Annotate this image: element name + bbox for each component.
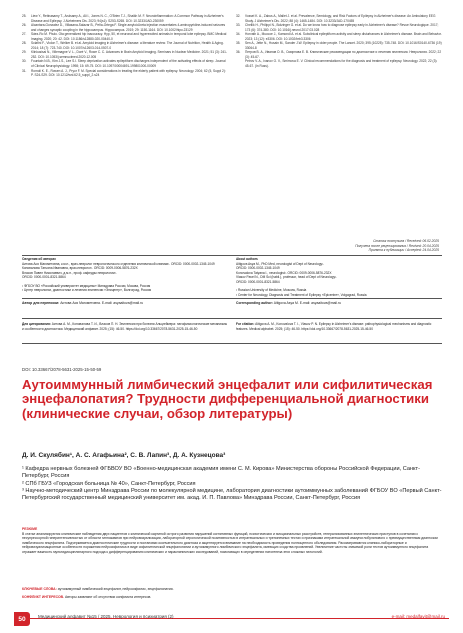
reference-text: Петров В. А., Иванов О. В., Смирнова Е. В. Клинические рекомендации по диагностике и лечению эпилепсии. Неврология. 2022; 22 (3): 45-67. [245,50,442,59]
page-footer [0,612,463,626]
reference-text: Klinkusisai N., Villemagne V. L., Doré V., Rowe C. C. Advances in Brain Amyloid Imaging. Seminars in Nuclear Medicine. 2021; 51 (3): 241-252. DOI: 10.1053/j.semnuclmed.2020.12.005 [31,50,228,59]
author-info-line: ORCID: 0000-0002-1345-1049 [236,266,280,270]
citation-label: For citation: [236,322,255,326]
correspondence-text: Аитова Ася Магометовна. E-mail: asyaaitova@mail.ru [60,301,144,305]
references-section [22,14,442,78]
author-info-line: Vlasov Pavel N., DM Sci (habil.), professor, head of Dept of Neurology¹. [236,275,337,279]
article-title: Аутоиммунный лимбический энцефалит или сифилитическая энцефалопатия? Трудности дифференциальной диагностики (клинические случаи, обзор литературы) [22,377,433,421]
author-affiliation-line: ¹ Russian University of Medicine, Moscow, Russia [236,288,307,292]
reference-text: Romoli K. E., Rowen A. J., Pryor F. M. Special considerations in treating the elderly patient with epilepsy. Neurology. 2004; 62 (5, Suppl 2): P. S24-S29. DOI: 10.1212/wnl.62.5_suppl_2.s24 [31,68,226,78]
divider [22,343,442,344]
correspondence-label: Автор для переписки: [22,301,60,305]
correspondence-label: Corresponding author: [236,301,273,305]
author-affiliation-line: ² Center for Neurology, Diagnosis and Treatment of Epilepsy «Epicentre», Volgograd, Russia [236,292,367,297]
reference-text: Vossel K. A., Zabus A., Mallet J. et al. Prevalence, Semiology, and Risk Factors of Epilepsy in Alzheimer's disease: An Ambulatory EEG Study. J Alzheimer's Dis. 2022; 88 (4): 1465-1484. DOI: 10.3233/JAD-170455 [245,14,436,23]
affiliation-item: ³ Научно-методический центр Минздрава России по молекулярной медицине, лаборатория диагностики аутоиммунных заболеваний ФГБОУ ВО «Первый Санкт-Петербургский государственный медицинский университет им. акад. И. П. Павлова» Минздрава России, Санкт-Петербург, Россия [22,487,442,502]
author-info-line: Власов Павел Николаевич, д.м.н., проф. кафедры неврологии¹. [22,270,117,275]
citation [22,322,442,331]
reference-item [22,59,228,68]
reference-number: 33. [236,23,241,28]
author-info-heading: About authors [236,257,258,261]
reference-item [22,69,228,78]
reference-item [236,50,442,59]
correspondence-text: Aitigova Asya M. E-mail: asyaaitova@mail.ru [273,301,342,305]
reference-text: Sáez-Ro M. Phulo. Ota generalized hip inaccuracy. Hyp, 50, et neuronal and hyperexcited animals in temporal lobe epilepsy. BMC Medical Imaging. 2020; 20: 42. DOI: 10.1186/s12880-020-00440-0 [31,32,227,41]
reference-text: Chellik H., Philippi N., Bolzinger G. et al. Do we know how to diagnose epilepsy early in Alzheimer's disease? Revue Neurologique. 2017; 173 (6): 374-380. DOI: 10.1016/j.neurol.2017.03.028 [245,23,439,32]
reference-number: 31. [22,68,27,73]
citation-text: Aitigova A. M., Konovalova T. I., Vlasov P. N. Epilepsy in Alzheimer's disease: pathophysiological mechanisms and diagnostic features. Medical alphabet. 2025; (15): 46-50. https://doi.org/10.33667/2078-5631-2025-15-46-50 [236,322,432,331]
reference-number: 27. [22,32,27,37]
author-info-line: Aitigova Asya M., PhD Med, neurologist of Dept of Neurology¹. [236,261,325,266]
reference-number: 32. [236,14,241,18]
author-affiliation-line: ² Центр неврологии, диагностики и лечения эпилепсии «Эпицентр», Волгоград, Россия [22,288,152,292]
conflict-text: Авторы заявляют об отсутствии конфликта интересов. [65,595,152,599]
divider [22,255,442,256]
reference-number: 34. [236,32,241,37]
keywords [22,587,442,592]
author-info-box [22,257,442,297]
page-number: 50 [14,612,30,626]
article-doi: DOI: 10.33667/2078-5631-2025-15-50-59 [22,367,102,372]
abstract [22,527,442,555]
author-info-line: ORCID: 0000-0001-8321-5864 [22,275,66,279]
reference-text: Sen A., Jette N., Husain M., Sander J.W. Epilepsy in older people. The Lancet. 2020; 395 (10225): 735-748. DOI: 10.1016/S0140-6736 (19) 33064-8 [245,41,442,50]
reference-number: 28. [22,41,27,46]
citation-ru [22,322,228,331]
accepted-date: Принята к публикации / Accepted: 24.04.2025 [368,248,439,253]
author-info-en [236,257,442,297]
correspondence-ru [22,301,228,306]
journal-name: Медицинский алфавит №15 / 2025. Неврология и психиатрия (2) [38,614,174,619]
correspondence [22,301,442,306]
abstract-heading: РЕЗЮМЕ [22,527,38,531]
author-info-ru [22,257,228,297]
divider [22,298,442,299]
article-affiliations [22,466,442,502]
article-dates [249,239,439,253]
author-info-line: ORCID: 0000-0001-8321-5864 [236,279,280,284]
reference-item [236,59,442,68]
journal-email[interactable]: e-mail: medalfavit@mail.ru [391,614,445,619]
reference-number: 30. [22,59,27,64]
reference-number [236,59,245,68]
article-authors: Д. И. Скулябин¹, А. С. Агафьина², С. В. Лапин³, Д. А. Кузнецова³ [22,452,226,459]
reference-item [236,32,442,41]
received-date: Статья поступила / Received: 06.02.2025 [373,239,439,243]
affiliation-item: ² СПб ГБУЗ «Городская больница № 40», Санкт-Петербург, Россия [22,480,196,487]
keywords-label: КЛЮЧЕВЫЕ СЛОВА: [22,587,57,591]
reference-text: Sclafini F., Violon T., Welker B. et al. Amyloid imaging in Alzheimer's disease: a literature review. The Journal of Nutrition, Health & Aging. 2014; 18 (7): 723-740. DOI: 10.1007/s12603-014-0507-0 [31,41,224,50]
author-info-line: Аитова Ася Магометовна, к.м.н., врач-невролог неврологического отделения клинической клиники¹. ORCID: 0000-0002-1345-1049 [22,261,215,266]
reference-item [236,14,442,23]
references-left-column [22,14,228,78]
citation-en [236,322,442,331]
reference-text: Liew Y., Retinasamy T., Arulsamy A., Ali I., Jones N. C., O'Brien T.J., Shaikh M. F. Neuroinflammation: A Common Pathway in Alzheimer's Disease and Epilepsy. J Alzheimers Dis. 2023; 94(s1): S253-S265. DOI: 10.3233/JAD-230059 [31,14,224,23]
reference-item [22,23,228,32]
correspondence-en [236,301,442,306]
reference-number: 29. [22,50,27,55]
reference-item [22,50,228,59]
reference-item [22,41,228,50]
reference-item [236,23,442,32]
abstract-text: В статье анализируются клинические наблюдения двух пациентов с клинической картиной острого развития нарушений когнитивных функций, психотических и эмоциональных расстройств, генерализованных эпилептических приступов в сочетании с несупрессорной гиперинтенсивностью от области гиппокампов при нейровизуализации, лабораторной серологической позитивностью в интратекальных и трепонемных тестах и признаками интратекальной иммуноглобулинового с преимущественным диагнозом лимбического энцефалита. Подчеркивается диагностические трудности и постановки окончательного диагноза и акцентируется внимание на необходимость проведения полноценного обследования. Рассматриваются клинико-лабораторные и нейровизуализационные особенности поражения нейросифилиса в виде сифилитической энцефалопатии и аутоиммунного лимбического энцефалита, имеющих сходства проявлений. Увеличение частоты значимой роли тестов аутоиммунного энцефалита отражает важность мультидисциплинарного подхода к дифференцированию клинических и параклинических исследований, помогающих в определении патогенеза этих сложных патологий. [22,531,438,554]
reference-number: 36. [236,50,241,55]
author-info-line: Konovalova Tatyana I., neurologist¹. ORCID: 0009-0006-5876-232X [236,270,332,275]
keywords-text: аутоиммунный лимбический энцефалит, нейросифилис, энцефалопатия. [57,587,174,591]
reference-item [22,32,228,41]
reference-number: 35. [236,41,241,46]
reference-item [236,41,442,50]
author-affiliation-line: ¹ ФГБОУ ВО «Российский университет медицины» Минздрава России, Москва, Россия [22,283,151,288]
reference-text: Horvath A., Muccoe J., Kamondi A. et al. Subclinical epileptiform activity and sleep disturbances in Alzheimer's disease. Brain and Behavior. 2023; 13 (12): e3306. DOI: 10.1002/brb3.3306 [245,32,442,41]
affiliation-item: ¹ Кафедра нервных болезней ФГБВОУ ВО «Военно-медицинская академия имени С. М. Кирова» Министерства обороны Российской Федерации, Санкт-Петербург, Россия [22,466,420,480]
references-right-column [236,14,442,78]
citation-text: Аитова А. М., Коновалова Т. И., Власов П. Н. Эпилепсия при болезни Альцгеймера: патофизиологические механизмы и особенности диагностики. Медицинский алфавит. 2025; (15): 46-50. https://doi.org/10.33667/2078-5631-2025-15-46-50 [22,322,227,331]
reference-text: Petrov V. A., Ivanov O. V., Smirnova E. V. Clinical recommendations for the diagnosis and treatment of epilepsy. Neurology. 2022; 22 (3): 45-67. (In Russ). [245,59,438,69]
citation-label: Для цитирования: [22,322,51,326]
reference-number: 26. [22,23,27,28]
conflict-label: КОНФЛИКТ ИНТЕРЕСОВ. [22,595,65,599]
reference-item [22,14,228,23]
revised-date: Получена после рецензирования / Revised: 20.04.2025 [355,243,439,248]
conflict-of-interest [22,595,442,600]
reference-number: 25. [22,14,27,18]
reference-text: Fountain N.B., Kim J.S., Lee S.I. Sleep deprivation activates epileptiform discharges independent of the activating effects of sleep. Journal of Clinical Neurophysiology. 1998; 15: 69-75. DOI: 10.1097/00004691-199801000-00009 [31,59,226,69]
divider [22,318,442,319]
author-info-line: Коновалова Татьяна Ивановна, врач-невролог¹. ORCID: 0009-0006-5876-232X [22,266,138,270]
author-info-heading: Сведения об авторах [22,257,56,261]
reference-text: Alcantara-Gonzalez D., Villasana-Salazar B., Peña-Ortega F. Single amyloid-beta injection exacerbates 4-aminopyridine-induced seizures and changes synaptic coupling in the hippocampus. Hippocampus. 2019; 29: 1150-1164. DOI: 10.1002/hipo.23129 [31,23,226,32]
